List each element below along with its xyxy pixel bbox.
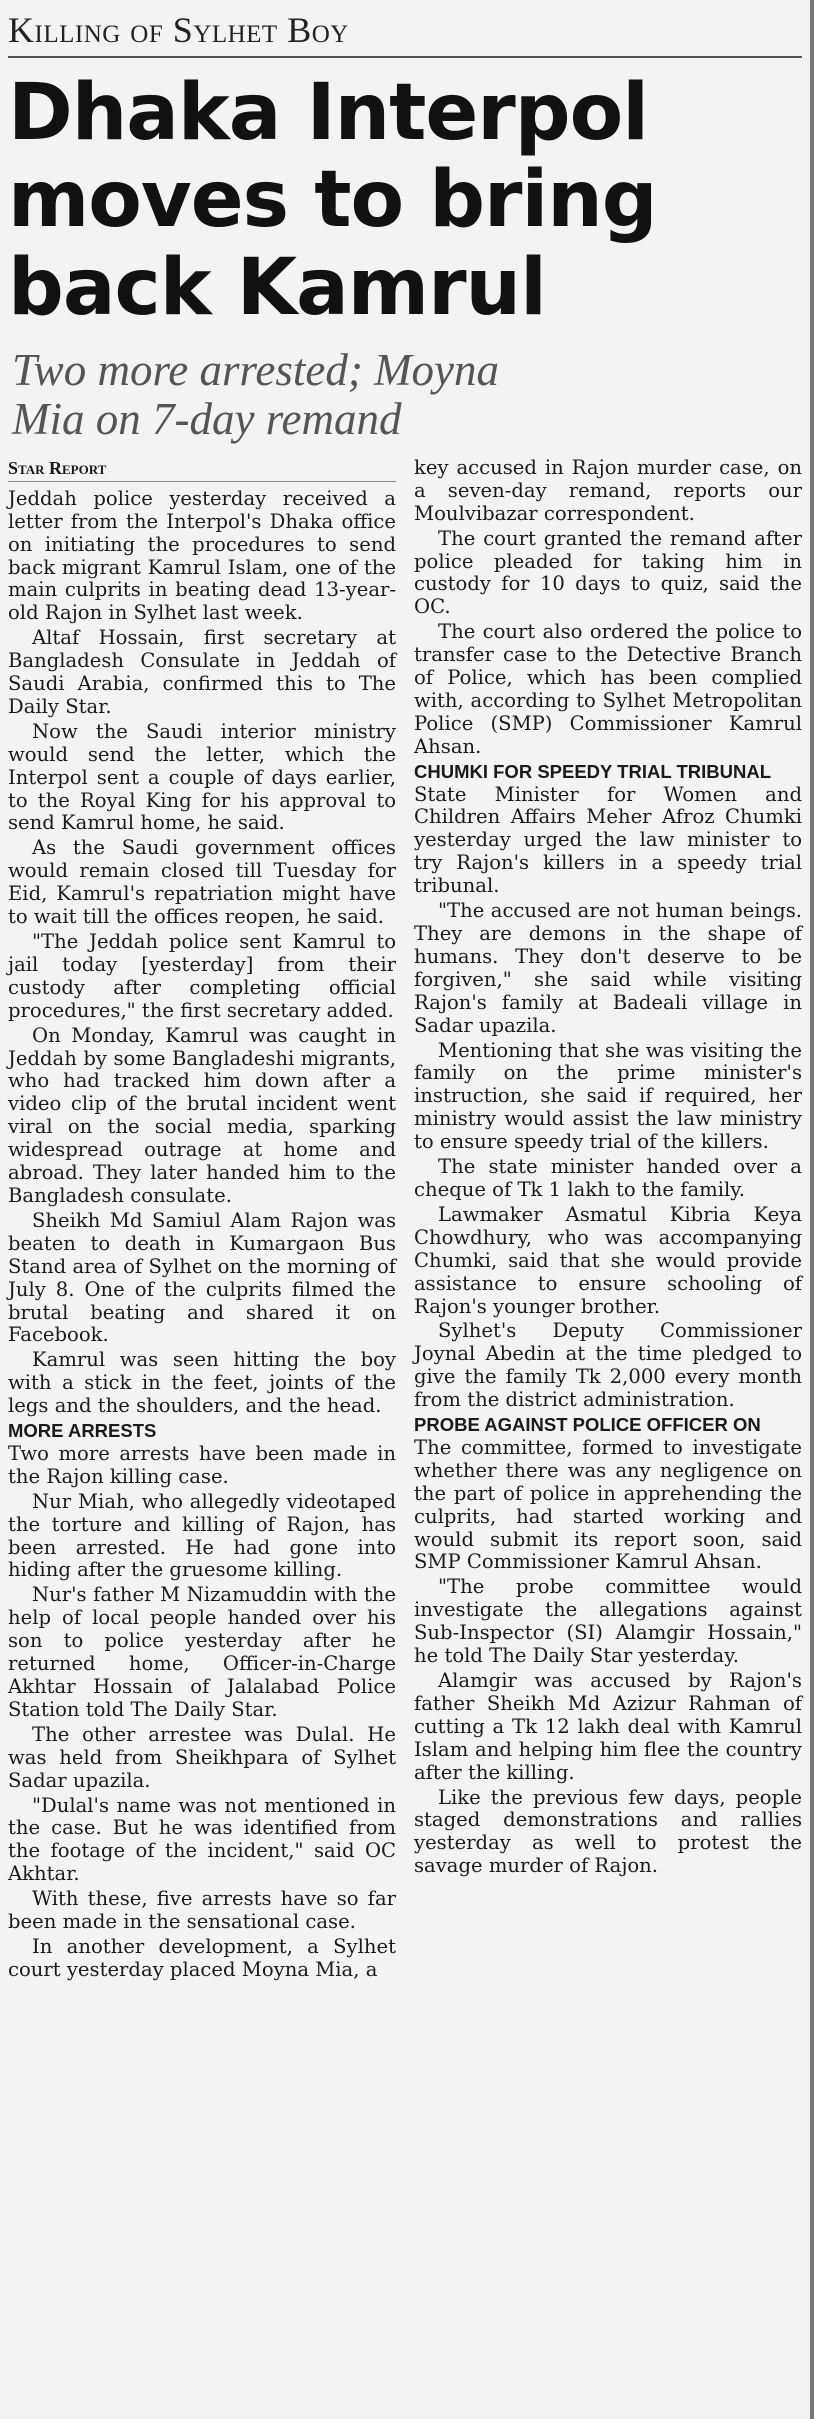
paragraph: State Minister for Women and Children Affairs Meher Afroz Chumki yesterday urged the law minister to try Rajon's killers in a speedy trial tribunal. <box>414 782 802 898</box>
paragraph: Jeddah police yesterday received a letter from the Interpol's Dhaka office on initiating the procedures to send back migrant Kamrul Islam, one of the main culprits in beating dead 13-year-old Rajon in Sylhet last week. <box>8 486 396 625</box>
subhead-line: Two more arrested; Moyna <box>12 344 500 395</box>
paragraph: "The accused are not human beings. They are demons in the shape of humans. They don't deserve to be forgiven," she said while visiting Rajon's family at Badeali village in Sadar upazila. <box>414 899 802 1037</box>
paragraph: The other arrestee was Dulal. He was held from Sheikhpara of Sylhet Sadar upazila. <box>8 1722 396 1792</box>
paragraph: Nur Miah, who allegedly videotaped the torture and killing of Rajon, has been arrested. He had gone into hiding after the gruesome killing. <box>8 1489 396 1582</box>
headline-line: moves to bring <box>8 155 657 246</box>
section-heading: CHUMKI FOR SPEEDY TRIAL TRIBUNAL <box>414 760 771 782</box>
paragraph: Alamgir was accused by Rajon's father Sheikh Md Azizur Rahman of cutting a Tk 12 lakh deal with Kamrul Islam and helping him flee the country after the killing. <box>414 1669 802 1784</box>
kicker: Killing of Sylhet Boy <box>8 10 349 50</box>
paragraph: Mentioning that she was visiting the family on the prime minister's instruction, she said if required, her ministry would assist the law ministry to ensure speedy trial of the killers. <box>414 1038 802 1154</box>
byline: Star Report <box>8 457 396 482</box>
subheadline <box>12 346 802 445</box>
paragraph: The state minister handed over a cheque of Tk 1 lakh to the family. <box>414 1155 802 1201</box>
paragraph: As the Saudi government offices would remain closed till Tuesday for Eid, Kamrul's repatriation might have to wait till the offices reopen, he said. <box>8 836 396 929</box>
paragraph: The court also ordered the police to transfer case to the Detective Branch of Police, which has been complied with, according to Sylhet Metropolitan Police (SMP) Commissioner Kamrul Ahsan. <box>414 620 802 758</box>
paragraph: Sheikh Md Samiul Alam Rajon was beaten to death in Kumargaon Bus Stand area of Sylhet on the morning of July 8. One of the culprits filmed the brutal beating and shared it on Facebook. <box>8 1208 396 1347</box>
column-left <box>8 457 396 1984</box>
paragraph: Kamrul was seen hitting the boy with a stick in the feet, joints of the legs and the shoulders, and the head. <box>8 1348 396 1418</box>
subhead-line: Mia on 7-day remand <box>12 394 402 445</box>
paragraph: Sylhet's Deputy Commissioner Joynal Abedin at the time pledged to give the family Tk 2,000 every month from the district administration. <box>414 1319 802 1412</box>
paragraph: Like the previous few days, people staged demonstrations and rallies yesterday as well to protest the savage murder of Rajon. <box>414 1785 802 1878</box>
headline <box>8 67 802 333</box>
paragraph: Lawmaker Asmatul Kibria Keya Chowdhury, who was accompanying Chumki, said that she would provide assistance to ensure schooling of Rajon's younger brother. <box>414 1202 802 1318</box>
paragraph: "Dulal's name was not mentioned in the case. But he was identified from the footage of the incident," said OC Akhtar. <box>8 1793 396 1886</box>
section-heading: PROBE AGAINST POLICE OFFICER ON <box>414 1414 761 1436</box>
paragraph: Now the Saudi interior ministry would send the letter, which the Interpol sent a couple of days earlier, to the Royal King for his approval to send Kamrul home, he said. <box>8 719 396 835</box>
paragraph: The committee, formed to investigate whether there was any negligence on the part of police in apprehending the culprits, had started working and would submit its report soon, said SMP Commissioner Kamrul Ahsan. <box>414 1435 802 1574</box>
paragraph: With these, five arrests have so far been made in the sensational case. <box>8 1887 396 1934</box>
paragraph: Two more arrests have been made in the Rajon killing case. <box>8 1441 396 1488</box>
paragraph: "The probe committee would investigate the allegations against Sub-Inspector (SI) Alamgir Hossain," he told The Daily Star yesterday. <box>414 1575 802 1668</box>
section-heading: MORE ARRESTS <box>8 1420 157 1442</box>
headline-line: Dhaka Interpol <box>8 67 648 158</box>
page-edge <box>810 0 814 2419</box>
paragraph: The court granted the remand after police pleaded for taking him in custody for 10 days to quiz, said the OC. <box>414 526 802 619</box>
paragraph: key accused in Rajon murder case, on a seven-day remand, reports our Moulvibazar correspondent. <box>414 455 802 525</box>
article-body <box>8 457 802 1984</box>
paragraph: In another development, a Sylhet court yesterday placed Moyna Mia, a <box>8 1934 396 1981</box>
paragraph: "The Jeddah police sent Kamrul to jail today [yesterday] from their custody after completing official procedures," the first secretary added. <box>8 930 396 1022</box>
paragraph: Nur's father M Nizamuddin with the help of local people handed over his son to police yesterday after he returned home, Officer-in-Charge Akhtar Hossain of Jalalabad Police Station told The Daily Star. <box>8 1583 396 1721</box>
headline-line: back Kamrul <box>8 242 546 333</box>
divider <box>8 56 802 58</box>
column-right <box>414 457 802 1984</box>
paragraph: Altaf Hossain, first secretary at Bangladesh Consulate in Jeddah of Saudi Arabia, confirmed this to The Daily Star. <box>8 626 396 718</box>
paragraph: On Monday, Kamrul was caught in Jeddah by some Bangladeshi migrants, who had tracked him down after a video clip of the brutal incident went viral on the social media, sparking widespread outrage at home and abroad. They later handed him to the Bangladesh consulate. <box>8 1023 396 1207</box>
